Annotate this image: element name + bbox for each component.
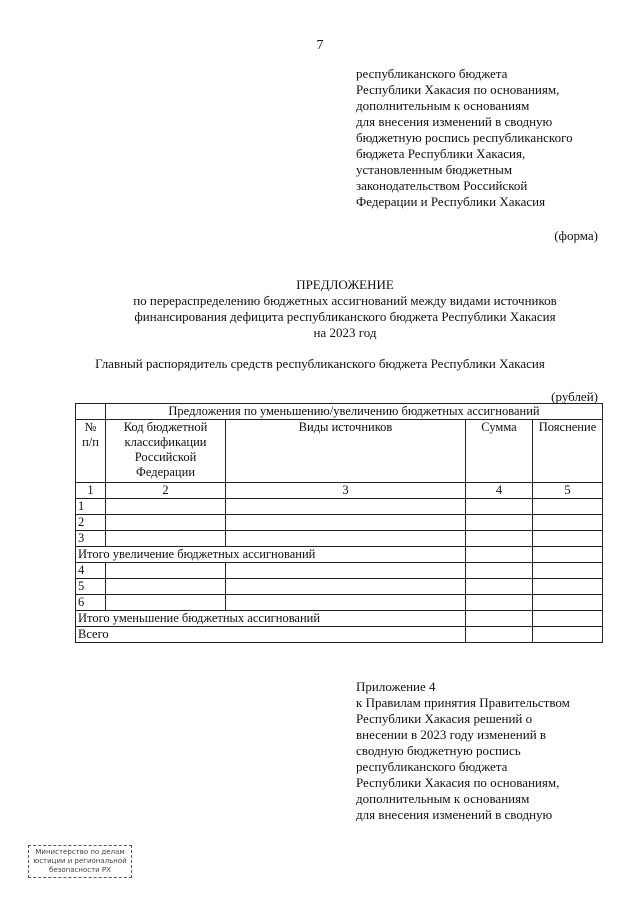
- currency-note: (рублей): [551, 389, 598, 404]
- column-number-row: [76, 483, 603, 499]
- column-number: 5: [533, 483, 603, 499]
- stamp-line: безопасности РХ: [49, 866, 111, 874]
- continuation-line: бюджетную роспись республиканского: [356, 130, 573, 145]
- appendix-line: республиканского бюджета: [356, 759, 508, 774]
- continuation-line: законодательством Российской: [356, 178, 528, 193]
- page-number: 7: [316, 38, 324, 53]
- header-code: Код бюджетной классификации Российской Федерации: [106, 420, 226, 483]
- continuation-line: установленным бюджетным: [356, 162, 513, 177]
- column-number: 4: [466, 483, 533, 499]
- column-number: 3: [226, 483, 466, 499]
- header-num: № п/п: [76, 420, 106, 483]
- appendix-line: Республики Хакасия решений о: [356, 711, 533, 726]
- document-title: [60, 277, 630, 341]
- row-number: 2: [76, 515, 106, 531]
- continuation-line: Федерации и Республики Хакасия: [356, 194, 546, 209]
- header-types: Виды источников: [226, 420, 466, 483]
- row-number: 4: [76, 563, 106, 579]
- appendix-line: внесении в 2023 году изменений в: [356, 727, 547, 742]
- column-number: 2: [106, 483, 226, 499]
- appendix-line: сводную бюджетную роспись: [356, 743, 521, 758]
- stamp-line: Министерство по делам: [35, 848, 125, 856]
- header-note: Пояснение: [533, 420, 603, 483]
- grand-total-row: [76, 627, 603, 643]
- total-decrease-row: [76, 611, 603, 627]
- continuation-line: бюджета Республики Хакасия,: [356, 146, 526, 161]
- total-decrease-label: Итого уменьшение бюджетных ассигнований: [76, 611, 466, 627]
- row-number: 1: [76, 499, 106, 515]
- continuation-line: дополнительным к основаниям: [356, 98, 530, 113]
- table-top-header-row: [76, 404, 603, 420]
- appendix-line: Республики Хакасия по основаниям,: [356, 775, 560, 790]
- table-row: [76, 579, 603, 595]
- row-number: 3: [76, 531, 106, 547]
- appendix-line: дополнительным к основаниям: [356, 791, 530, 806]
- proposal-table: [75, 403, 603, 643]
- appendix-block: [356, 679, 616, 823]
- continuation-line: Республики Хакасия по основаниям,: [356, 82, 560, 97]
- stamp-line: юстиции и региональной: [33, 857, 127, 865]
- total-increase-row: [76, 547, 603, 563]
- appendix-line: Приложение 4: [356, 679, 436, 694]
- continuation-line: республиканского бюджета: [356, 66, 508, 81]
- appendix-line: для внесения изменений в сводную: [356, 807, 553, 822]
- table-row: [76, 531, 603, 547]
- table-row: [76, 595, 603, 611]
- table-row: [76, 515, 603, 531]
- main-manager-line: Главный распорядитель средств республиканского бюджета Республики Хакасия: [95, 356, 545, 371]
- grand-total-label: Всего: [76, 627, 466, 643]
- table-row: [76, 499, 603, 515]
- continuation-line: для внесения изменений в сводную: [356, 114, 553, 129]
- table-top-header: Предложения по уменьшению/увеличению бюджетных ассигнований: [106, 404, 603, 420]
- top-continuation-block: [356, 66, 616, 210]
- appendix-line: к Правилам принятия Правительством: [356, 695, 570, 710]
- title-line: на 2023 год: [313, 325, 377, 340]
- form-label: (форма): [554, 228, 598, 243]
- header-sum: Сумма: [466, 420, 533, 483]
- table-row: [76, 563, 603, 579]
- registration-stamp: [28, 845, 132, 878]
- title-line: по перераспределению бюджетных ассигнований между видами источников: [133, 293, 557, 308]
- title-heading: ПРЕДЛОЖЕНИЕ: [296, 277, 394, 292]
- row-number: 6: [76, 595, 106, 611]
- total-increase-label: Итого увеличение бюджетных ассигнований: [76, 547, 466, 563]
- row-number: 5: [76, 579, 106, 595]
- column-number: 1: [76, 483, 106, 499]
- title-line: финансирования дефицита республиканского бюджета Республики Хакасия: [134, 309, 556, 324]
- table-header-row: [76, 420, 603, 483]
